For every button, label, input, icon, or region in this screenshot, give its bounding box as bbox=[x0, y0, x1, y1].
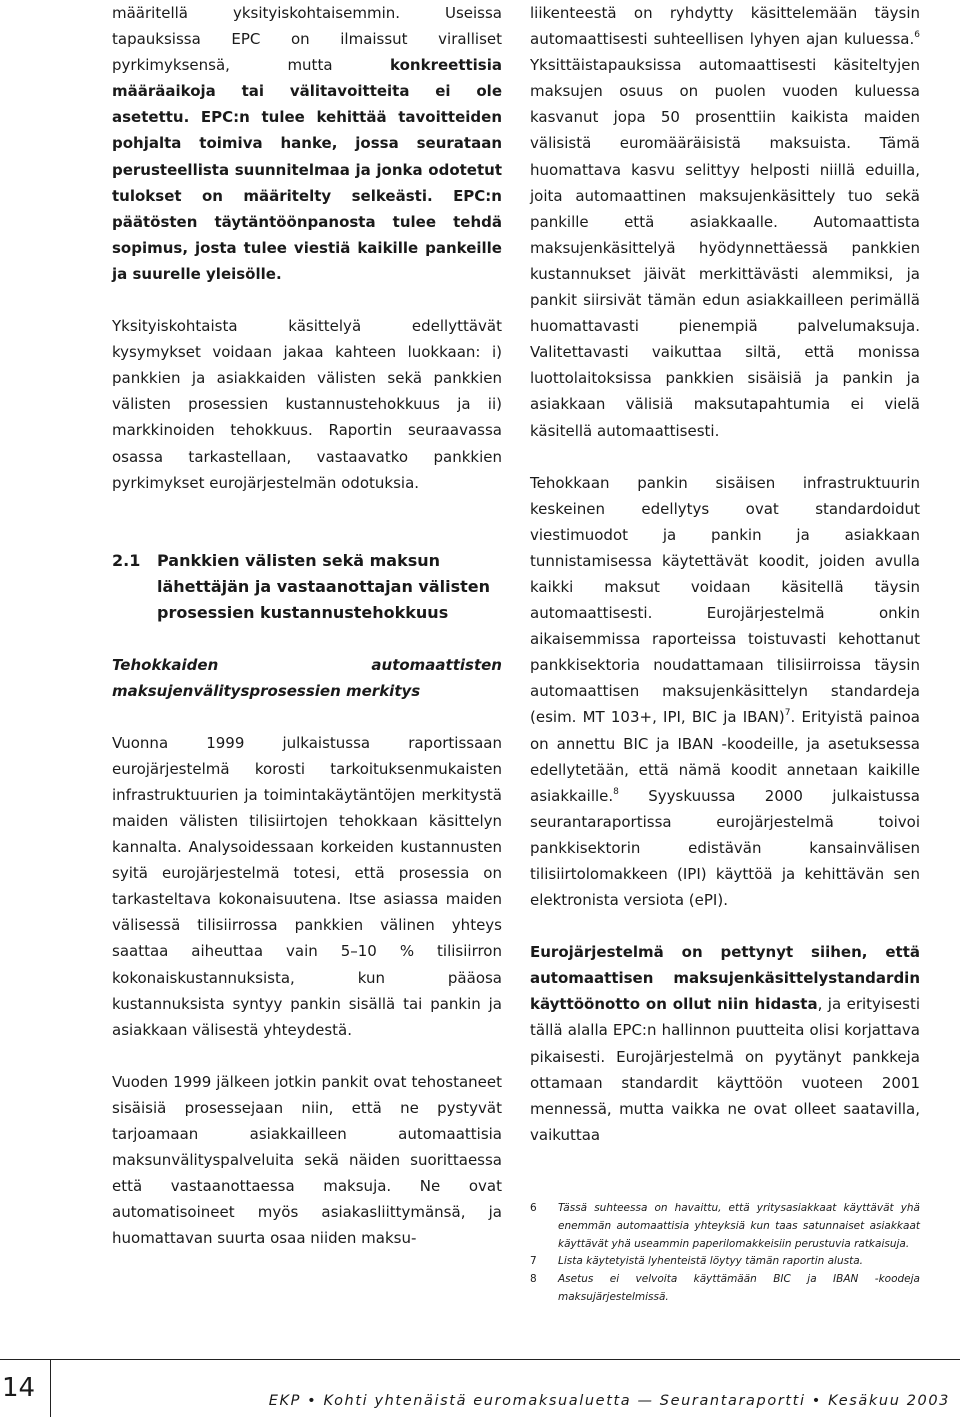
footnote-ref-8: 8 bbox=[613, 786, 619, 797]
footnotes bbox=[530, 1200, 920, 1307]
subheading: Tehokkaiden automaattisten maksujenvälitysprosessien merkitys bbox=[112, 655, 502, 700]
right-p2-a: Tehokkaan pankin sisäisen infrastruktuurin keskeinen edellytys ovat standardoidut viestimuodot ja pankin ja asiakkaan tunnistamisessa käytettävät koodit, joiden avulla kaikki maksut voidaan käsitellä täysin automaattisesti. Eurojärjestelmä onkin aikaisemmissa raporteissa toistuvasti kehottanut pankkisektoria noudattamaan tilisiirroissa täysin automaattisen maksujenkäsittelyn standardeja (esim. MT 103+, IPI, BIC ja IBAN) bbox=[530, 473, 920, 727]
section-title: Pankkien välisten sekä maksun lähettäjän ja vastaanottajan välisten prosessien kustannustehokkuus bbox=[157, 550, 491, 622]
left-p1-bold: konkreettisia määräaikoja tai välitavoitteita ei ole asetettu. EPC:n tulee kehittää tavoitteiden pohjalta toimiva hanke, jossa seurataan perusteellista suunnitelmaa ja jonka odotetut tulokset on määritelty selkeästi. EPC:n päätösten täytäntöönpanosta tulee tehdä sopimus, josta tulee viestiä kaikille pankeille ja suurelle yleisölle. bbox=[112, 56, 502, 283]
footnote-text: Lista käytetyistä lyhenteistä löytyy tämän raportin alusta. bbox=[558, 1255, 863, 1268]
footer-rule bbox=[0, 1359, 960, 1360]
footnote-number: 7 bbox=[530, 1255, 537, 1268]
right-p2-b: . Erityistä painoa on annettu BIC ja IBAN -koodeille, ja asetuksessa edellytetään, että nämä koodit annetaan kaikille asiakkaille. bbox=[530, 708, 920, 805]
running-footer: EKP • Kohti yhtenäistä euromaksualuetta — Seurantaraportti • Kesäkuu 2003 bbox=[268, 1393, 950, 1409]
left-paragraph-3: Vuonna 1999 julkaistussa raportissaan eurojärjestelmä korosti tarkoituksenmukaisten infrastruktuurien ja toimintakäytäntöjen merkitystä maiden välisten tilisiirtojen tehokkaan käsittelyn kannalta. Analysoidessaan korkeiden kustannusten syitä eurojärjestelmä totesi, että prosessia on tarkasteltava kokonaisuutena. Itse asiassa maiden välisessä tilisiirrossa pankkien välinen yhteys saattaa aiheuttaa vain 5–10 % tilisiirron kokonaiskustannuksista, kun pääosa kustannuksista syntyy pankin sisällä tai pankin ja asiakkaan välisestä yhteydestä. bbox=[112, 733, 502, 1039]
right-paragraph-3 bbox=[530, 939, 920, 1148]
footnote-8 bbox=[530, 1271, 920, 1307]
left-column bbox=[112, 0, 502, 1251]
left-paragraph-2: Yksityiskohtaista käsittelyä edellyttävät kysymykset voidaan jakaa kahteen luokkaan: i) pankkien ja asiakkaiden välisten sekä pankkien välisten prosessien kustannustehokkuus ja ii) markkinoiden tehokkuus. Raportin seuraavassa osassa tarkastellaan, vastaavatko pankkien pyrkimykset eurojärjestelmän odotuksia. bbox=[112, 317, 502, 492]
footer-separator bbox=[50, 1359, 51, 1417]
left-paragraph-4: Vuoden 1999 jälkeen jotkin pankit ovat tehostaneet sisäisiä prosessejaan niin, että ne pystyvät tarjoamaan asiakkailleen automaattisia maksunvälityspalveluita sekä näiden suorittaessa että vastaanottaessa maksuja. Ne ovat automatisoineet myös asiakasliittymänsä, ja huomattavan suurta osaa niiden maksu- bbox=[112, 1072, 502, 1248]
footnote-text: Asetus ei velvoita käyttämään BIC ja IBAN -koodeja maksujärjestelmissä. bbox=[558, 1273, 920, 1303]
footnote-ref-6: 6 bbox=[914, 30, 920, 41]
right-paragraph-2 bbox=[530, 470, 920, 914]
right-p1-b: Yksittäistapauksissa automaattisesti käsiteltyjen maksujen osuus on puolen vuoden kuluessa kasvanut jopa 50 prosenttiin kaikista maiden välisistä euromääräisistä maksuista. Tämä huomattava kasvu selittyy helposti niillä eduilla, joita automaattinen maksujenkäsittely tuo sekä pankille että asiakkaalle. Automaattista maksujenkäsittelyä hyödynnettäessä pankkien kustannukset jäivät merkittävästi alemmiksi, ja pankit siirsivät tämän edun asiakkailleen perimällä huomattavasti pienempiä palvelumaksuja. Valitettavasti vaikuttaa siltä, että monissa luottolaitoksissa pankkien sisäisiä ja pankin ja asiakkaan välisiä maksutapahtumia ei vielä käsitellä automaattisesti. bbox=[530, 56, 920, 440]
left-paragraph-1 bbox=[112, 0, 502, 287]
right-p3-bold: Eurojärjestelmä on pettynyt siihen, että automaattisen maksujenkäsittelystandardin käyttöönotto on ollut niin hidasta bbox=[530, 943, 920, 1014]
footnote-7 bbox=[530, 1253, 920, 1271]
right-p1-a: liikenteestä on ryhdytty käsittelemään täysin automaattisesti suhteellisen lyhyen ajan kuluessa. bbox=[530, 4, 920, 49]
section-number: 2.1 bbox=[112, 550, 141, 570]
left-p1-plain: määritellä yksityiskohtaisemmin. Useissa tapauksissa EPC on ilmaissut viralliset pyrkimyksensä, mutta bbox=[112, 4, 502, 75]
right-p3-rest: , ja erityisesti tällä alalla EPC:n hallinnon puutteita olisi korjattava pikaisesti. Eurojärjestelmä on pyytänyt pankkeja ottamaan standardit käyttöön vuoteen 2001 mennessä, mutta vaikka ne ovat olleet saatavilla, vaikuttaa bbox=[530, 995, 920, 1144]
right-column bbox=[530, 0, 920, 1307]
footnote-number: 6 bbox=[530, 1201, 537, 1214]
page-number: 14 bbox=[2, 1373, 36, 1403]
footnote-6 bbox=[530, 1200, 920, 1253]
right-p2-c: Syyskuussa 2000 julkaistussa seurantaraportissa eurojärjestelmä toivoi pankkisektorin edistävän kansainvälisen tilisiirtolomakkeen (IPI) käyttöä ja kehittävän sen elektronista versiota (ePI). bbox=[530, 786, 920, 910]
footnote-number: 8 bbox=[530, 1273, 537, 1286]
footnote-text: Tässä suhteessa on havaittu, että yritysasiakkaat käyttävät yhä enemmän automaattisia yhteyksiä kun taas satunnaiset asiakkaat käyttävät yhä useammin paperilomakkeisiin perustuvia ratkaisuja. bbox=[558, 1201, 920, 1250]
right-paragraph-1 bbox=[530, 0, 920, 444]
section-heading bbox=[112, 548, 502, 626]
footnote-ref-7: 7 bbox=[784, 708, 791, 719]
